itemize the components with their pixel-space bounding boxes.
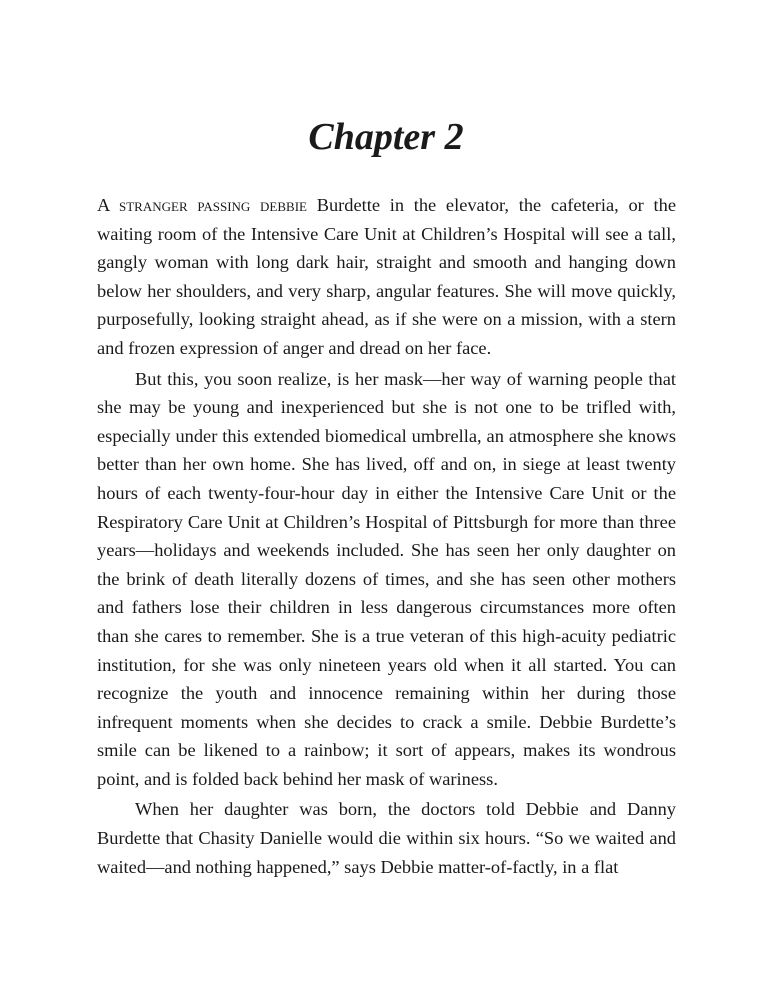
paragraph-1-text: Burdette in the elevator, the cafeteria, or the waiting room of the Intensive Care Unit at Children’s Hospital will see a tall, gangly woman with long dark hair, straight and smooth and hanging down below her shoulders, and very sharp, angular features. She will move quickly, purposefully, looking straight ahead, as if she were on a mission, with a stern and frozen expression of anger and dread on her face. bbox=[97, 195, 676, 358]
small-caps-opening: stranger passing debbie bbox=[119, 195, 307, 215]
lead-letter: A bbox=[97, 195, 110, 215]
chapter-title: Chapter 2 bbox=[308, 116, 464, 158]
paragraph-3: When her daughter was born, the doctors told Debbie and Danny Burdette that Chasity Danielle would die within six hours. “So we waited and waited—and nothing happened,” says Debbie matter-of-factly, in a flat bbox=[97, 799, 676, 877]
chapter-body bbox=[97, 191, 676, 881]
paragraph-1 bbox=[97, 191, 676, 363]
paragraph-2: But this, you soon realize, is her mask—her way of warning people that she may be young and inexperienced but she is not one to be trifled with, especially under this extended biomedical umbrella, an atmosphere she knows better than her own home. She has lived, off and on, in siege at least twenty hours of each twenty-four-hour day in either the Intensive Care Unit or the Respiratory Care Unit at Children’s Hospital of Pittsburgh for more than three years—holidays and weekends included. She has seen her only daughter on the brink of death literally dozens of times, and she has seen other mothers and fathers lose their children in less dangerous circumstances more often than she cares to remember. She is a true veteran of this high-acuity pediatric institution, for she was only nineteen years old when it all started. You can recognize the youth and innocence remaining within her during those infrequent moments when she decides to crack a smile. Debbie Burdette’s smile can be likened to a rainbow; it sort of appears, makes its wondrous point, and is folded back behind her mask of wariness. bbox=[97, 368, 676, 789]
